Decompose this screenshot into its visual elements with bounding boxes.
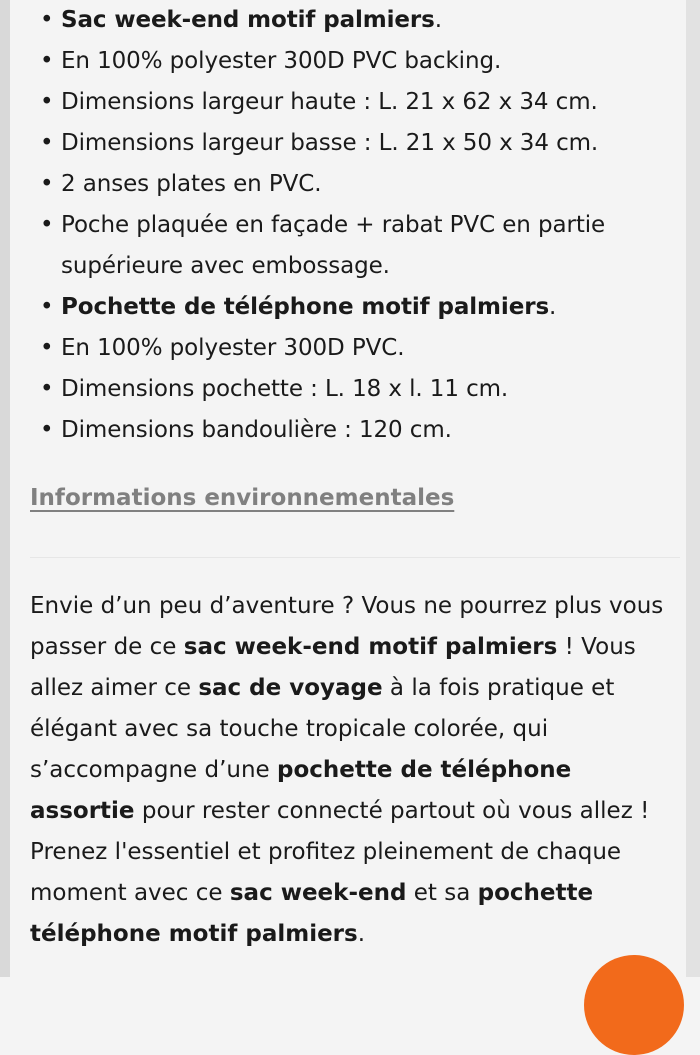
product-description: Envie d’un peu d’aventure ? Vous ne pourrez plus vous passer de ce sac week-end motif palmiers ! Vous allez aimer ce sac de voyage à la fois pratique et élégant avec sa touche tropicale colorée, qui s’accompagne d’une pochette de téléphone assortie pour rester connecté partout où vous allez ! Prenez l'essentiel et profitez pleinement de chaque moment avec ce sac week-end et sa pochette téléphone motif palmiers.: [30, 593, 664, 947]
floating-action-button[interactable]: [584, 955, 684, 1055]
spec-item: • Dimensions largeur basse : L. 21 x 50 x 34 cm.: [30, 123, 680, 164]
product-details: [30, 0, 680, 947]
spec-item: • En 100% polyester 300D PVC backing.: [30, 41, 680, 82]
right-border: [686, 0, 700, 977]
left-border: [0, 0, 10, 977]
divider: [30, 557, 680, 558]
spec-item: • 2 anses plates en PVC.: [30, 164, 680, 205]
spec-item: • Sac week-end motif palmiers.: [30, 0, 680, 41]
spec-item: • Dimensions bandoulière : 120 cm.: [30, 410, 680, 451]
spec-item: • En 100% polyester 300D PVC.: [30, 328, 680, 369]
spec-item: • Dimensions largeur haute : L. 21 x 62 x 34 cm.: [30, 82, 680, 123]
spec-item: • Dimensions pochette : L. 18 x l. 11 cm.: [30, 369, 680, 410]
environmental-info-link[interactable]: Informations environnementales: [30, 485, 455, 511]
spec-item: • Poche plaquée en façade + rabat PVC en partie supérieure avec embossage.: [30, 205, 680, 287]
spec-list: [30, 0, 680, 451]
spec-item: • Pochette de téléphone motif palmiers.: [30, 287, 680, 328]
